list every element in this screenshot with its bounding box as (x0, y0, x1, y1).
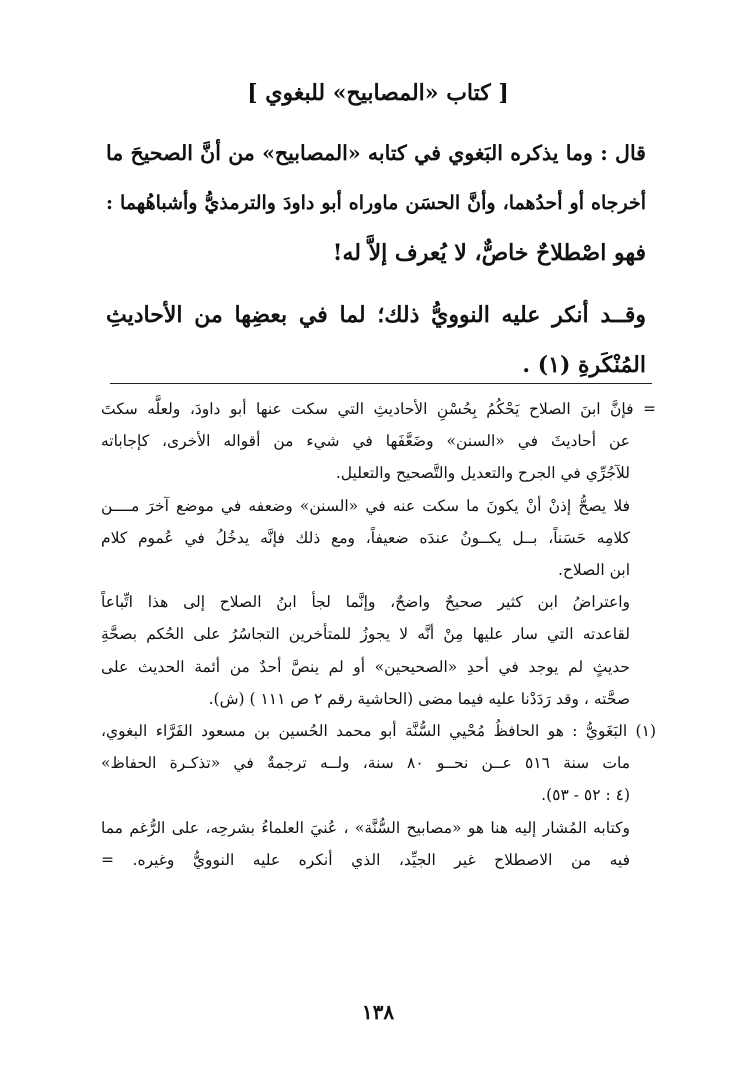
footnote-line: صحَّته ، وقد رَدَدْنا عليه فيما مضى (الحاشية رقم ٢ ص ١١١ ) (ش). (208, 689, 630, 708)
footnote-line: للآجُرِّي في الجرح والتعديل والتَّصحيح والتعليل. (335, 464, 630, 483)
main-line: فهو اصْطلاحٌ خاصٌّ، لا يُعرف إلاَّ له! (332, 240, 646, 266)
footnote-line: واعتراضُ ابن كثير صحيحٌ واضحٌ، وإنَّما لجأ ابنُ الصلاح إلى هذا اتِّباعاً (101, 593, 630, 612)
footnotes (101, 393, 656, 876)
footnote-line: لقاعدته التي سار عليها مِنْ أنَّه لا يجوزُ للمتأخرين التجاسُرُ على الحُكم بصحَّةِ (101, 625, 630, 644)
footnote-line: كلامِه حَسَناً، بــل يكــونُ عندَه ضعيفاً، ومع ذلك فإنَّه يدخُلُ في عُموم كلام (101, 528, 630, 547)
footnote-line: مات سنة ٥١٦ عــن نحــو ٨٠ سنة، ولــه ترجمةٌ في «تذكـرة الحفاظ» (101, 754, 630, 773)
footnote-line: فيه من الاصطلاح غير الجيِّد، الذي أنكره عليه النوويُّ وغيره. = (101, 850, 630, 869)
main-paragraph-2 (106, 290, 646, 390)
page-number: ١٣٨ (361, 1000, 395, 1024)
footnote-line: حديثٍ لم يوجد في أحدِ «الصحيحين» أو لم ينصَّ أحدٌ من أئمة الحديث على (101, 657, 630, 676)
footnote-line: (٤ : ٥٢ - ٥٣). (541, 786, 630, 805)
footnote-line: ابن الصلاح. (558, 561, 630, 580)
footnote-line: عن أحاديثَ في «السنن» وضَعَّفَها في شيء من أقواله الأخرى، كإجاباته (101, 432, 630, 451)
main-line: أخرجاه أو أحدُهما، وأنَّ الحسَن ماوراه أبو داودَ والترمذيُّ وأشباهُهما : (106, 192, 646, 214)
main-line: وقــد أنكر عليه النوويُّ ذلك؛ لما في بعضِها من الأحاديثِ (106, 302, 646, 328)
footnote-line: = فإنَّ ابنَ الصلاح يَحْكُمُ بِحُسْنِ الأحاديثِ التي سكت عنها أبو داودَ، ولعلَّه سكتَ (101, 400, 656, 418)
main-line: المُنْكَرةِ (١) . (522, 352, 646, 378)
footnote-line: فلا يصحُّ إذنْ أنْ يكونَ ما سكت عنه في «السنن» وضعفه في موضع آخرَ مــــن (101, 496, 630, 515)
page-heading: [ كتاب «المصابيح» للبغوي ] (247, 80, 509, 106)
main-line: قال : وما يذكره البَغوي في كتابه «المصابيح» من أنَّ الصحيحَ ما (106, 141, 646, 165)
footnote-divider (110, 383, 652, 384)
main-paragraph-1 (106, 128, 646, 278)
footnote-line: (١) البَغَويُّ : هو الحافظُ مُحْيي السُّنَّة أبو محمد الحُسين بن مسعود الفَرَّاء البغوي، (101, 722, 656, 741)
footnote-line: وكتابه المُشار إليه هنا هو «مصابيح السُّنَّة» ، عُنيَ العلماءُ بشرحِه، على الرُّغم مما (101, 818, 630, 837)
